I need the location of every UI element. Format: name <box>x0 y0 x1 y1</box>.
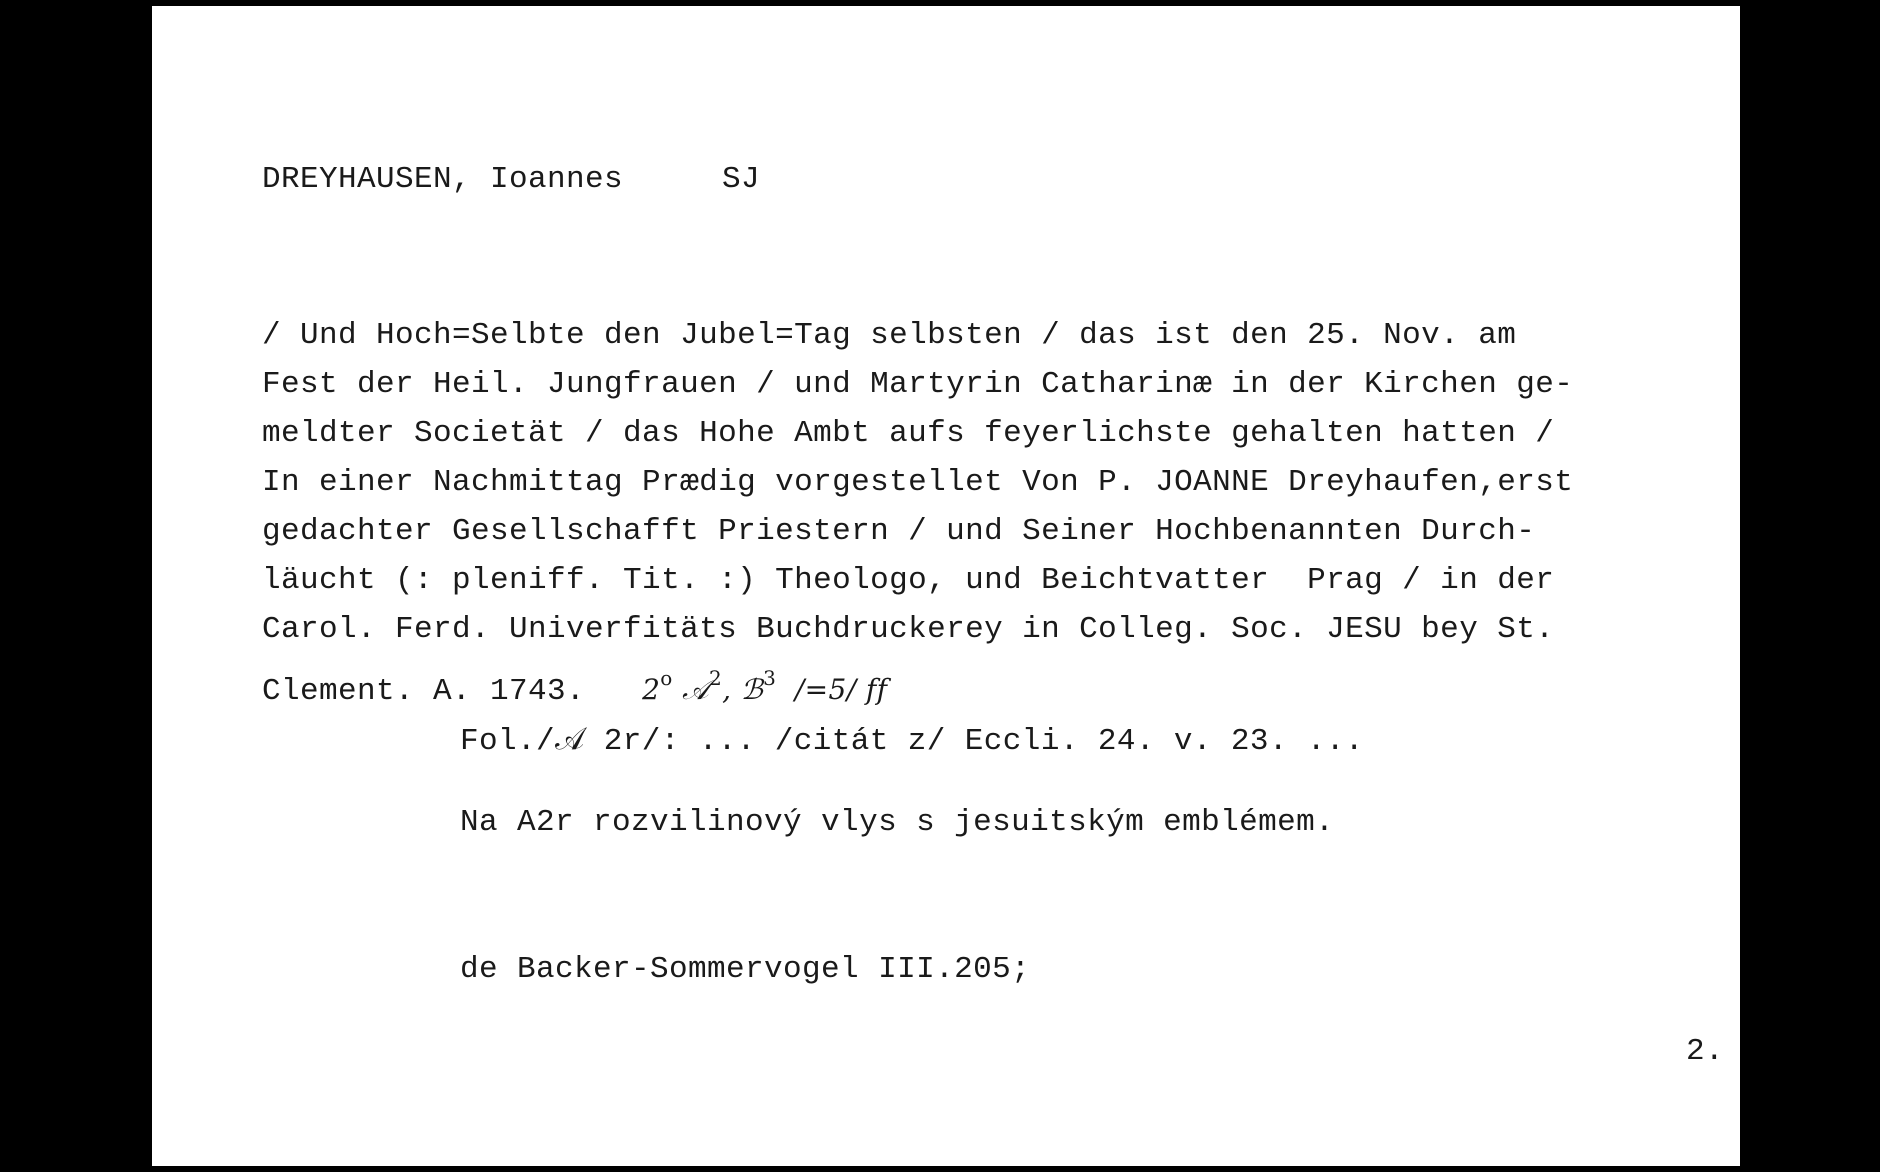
bibliographic-reference: de Backer-Sommervogel III.205; <box>460 952 1031 987</box>
collation-handwritten: 2$^o$ 𝒜$^2$, ℬ$^3$ /=5/ ff <box>642 666 888 706</box>
leaf-count: /=5/ ff <box>794 673 888 706</box>
title-transcription <box>262 311 1573 716</box>
imprint-line <box>262 654 1573 716</box>
signature-b: ℬ <box>740 673 764 706</box>
title-line: / Und Hoch=Selbte den Jubel=Tag selbsten / das ist den 25. Nov. am <box>262 318 1517 353</box>
ornament-note: Na A2r rozvilinový vlys s jesuitským emblémem. <box>460 805 1335 840</box>
title-line: gedachter Gesellschafft Priestern / und Seiner Hochbenannten Durch- <box>262 514 1536 549</box>
signature-b-sup: 3 <box>763 666 777 690</box>
format-sup: o <box>660 666 673 690</box>
signature-a-sup: 2 <box>708 666 723 690</box>
title-line: läucht (: pleniff. Tit. :) Theologo, und Beichtvatter Prag / in der <box>262 563 1555 598</box>
title-line: Fest der Heil. Jungfrauen / und Martyrin Catharinæ in der Kirchen ge- <box>262 367 1574 402</box>
format-value: 2 <box>642 673 661 706</box>
catalog-card <box>152 6 1740 1166</box>
title-line: meldter Societät / das Hohe Ambt aufs feyerlichste gehalten hatten / <box>262 416 1555 451</box>
imprint-text: Clement. A. 1743. <box>262 674 586 709</box>
title-line: In einer Nachmittag Prædig vorgestellet Von P. JOANNE Dreyhaufen,erst <box>262 465 1574 500</box>
author-heading: DREYHAUSEN, Ioannes <box>262 162 624 197</box>
title-line: Carol. Ferd. Univerfitäts Buchdruckerey in Colleg. Soc. JESU bey St. <box>262 612 1555 647</box>
order-abbreviation: SJ <box>722 162 761 197</box>
card-number: 2. <box>1686 1034 1725 1069</box>
folio-citation-note: Fol./𝒜 2r/: ... /citát z/ Eccli. 24. v. 23. ... <box>460 724 1364 759</box>
signature-a: 𝒜 <box>682 673 709 706</box>
